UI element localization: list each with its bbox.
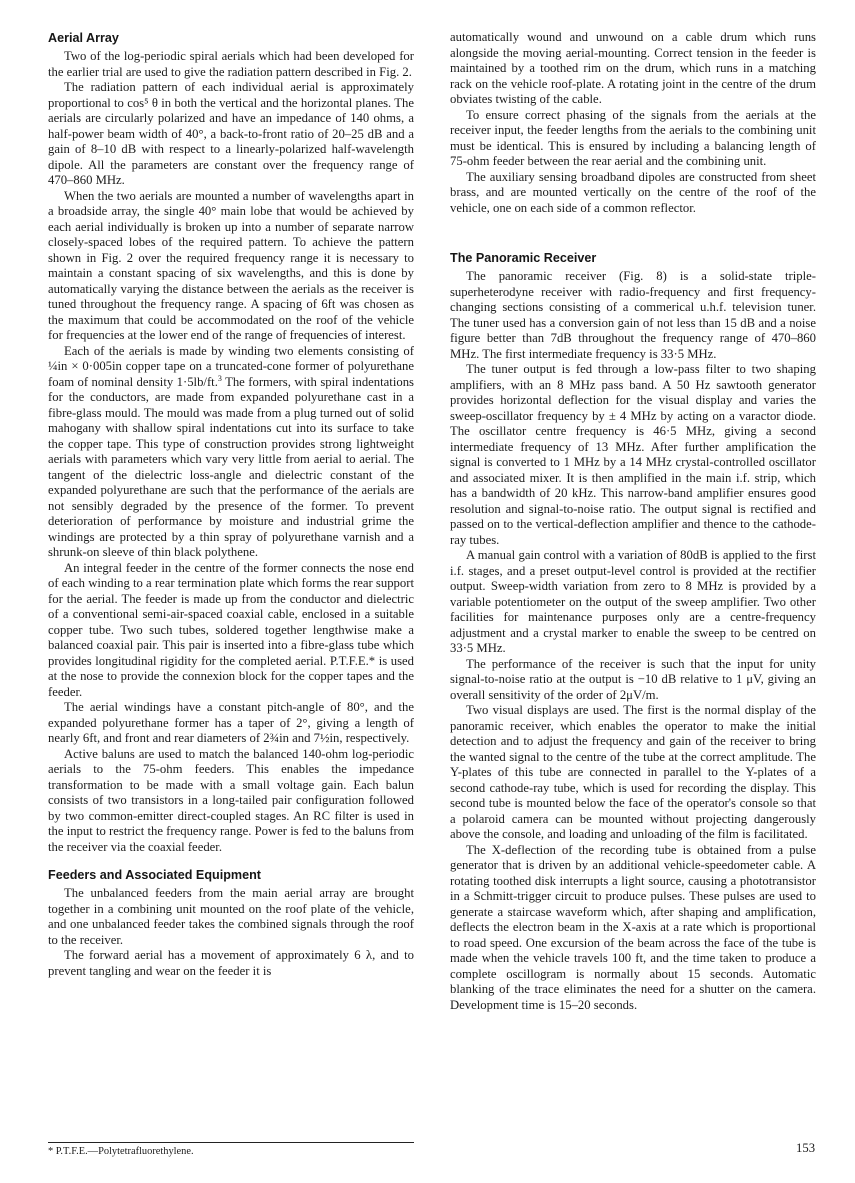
reference-superscript: 3 [217,373,222,383]
paragraph: An integral feeder in the centre of the former connects the nose end of each winding to a rear termination plate which forms the rear support for the aerial. The feeder is made up from the conductor and dielectric of a conventional semi-air-spaced coaxial cable, enclosed in a suitable copper tube. Two such tubes, soldered together lengthwise make a balanced coaxial pair. This pair is inserted into a fibre-glass tube which provides longitudinal rigidity for the completed aerial. P.T.F.E.* is used at the nose to provide the connexion block for the copper tapes and the feeder. [48,560,414,699]
footnote: * P.T.F.E.—Polytetrafluorethylene. [48,1146,194,1157]
paragraph: The radiation pattern of each individual aerial is approximately proportional to cos⁵ θ in both the vertical and the horizontal planes. The aerials are circularly polarized and have an impedance of 140 ohms, a half-power beam width of 40°, a back-to-front ratio of 20–25 dB and a gain of 8–10 dB with respect to a linearly-polarized half-wavelength dipole. All the parameters are constant over the frequency range of 470–860 MHz. [48,80,414,187]
paragraph: The auxiliary sensing broadband dipoles are constructed from sheet brass, and are mounted vertically on the centre of the roof of the vehicle, one on each side of a common reflector. [450,169,816,215]
paragraph: The tuner output is fed through a low-pass filter to two shaping amplifiers, with an 8 MHz pass band. A 50 Hz sawtooth generator provides horizontal deflection for the visual display and varies the sweep-oscillator frequency by ± 4 MHz by acting on a varactor diode. The oscillator centre frequency is 46·5 MHz, giving a second intermediate frequency of 13 MHz. After further amplification the signal is converted to 1 MHz by a 14 MHz crystal-controlled oscillator and associated mixer. It is then amplified in the main i.f. strip, which has a bandwidth of 20 kHz. This narrow-band amplifier ensures good resolution and signal-to-noise ratio. The output signal is rectified and passed on to the vertical-deflection amplifier and thence to the cathode-ray tubes. [450,362,816,547]
paragraph [48,344,414,561]
paragraph: The panoramic receiver (Fig. 8) is a solid-state triple-superheterodyne receiver with radio-frequency and first frequency-changing sections consisting of a commerical u.h.f. television tuner. The tuner used has a conversion gain of not less than 15 dB and a noise figure better than 7dB throughout the frequency range of 470–860 MHz. The first intermediate frequency is 33·5 MHz. [450,269,816,361]
paragraph: The aerial windings have a constant pitch-angle of 80°, and the expanded polyurethane former has a taper of 2°, giving a length of nearly 6ft, and front and rear diameters of 2¾in and 7½in, respectively. [48,700,414,745]
footnote-divider [48,1142,414,1143]
section-gap [450,216,816,250]
paragraph: The unbalanced feeders from the main aerial array are brought together in a combining unit mounted on the roof plate of the vehicle, and one unbalanced feeder takes the combined signals through the roof to the receiver. [48,886,414,947]
paragraph: When the two aerials are mounted a number of wavelengths apart in a broadside array, the single 40° main lobe that would be achieved by each aerial individually is broken up into a number of separate narrow closely-spaced lobes of the required pattern. To achieve the pattern shown in Fig. 2 over the required frequency range it is necessary to maintain a constant spacing of six wavelengths, and this is done by automatically varying the distance between the aerials as the receiver is tuned throughout the frequency range. A spacing of 6ft was chosen as the maximum that could be accommodated on the roof of the vehicle for frequencies at the lower end of the range of frequencies of interest. [48,188,414,342]
page-number: 153 [796,1141,816,1155]
paragraph: Two of the log-periodic spiral aerials which had been developed for the earlier trial are used to give the radiation pattern described in Fig. 2. [48,49,414,79]
paragraph: The performance of the receiver is such that the input for unity signal-to-noise ratio at the output is −10 dB relative to 1 μV, giving an overall sensitivity of the order of 2μV/m. [450,656,816,702]
left-column [48,30,414,979]
paragraph: To ensure correct phasing of the signals from the aerials at the receiver input, the feeder lengths from the aerials to the combining unit must be identical. This is ensured by including a balancing length of 75-ohm feeder between the rear aerial and the combining unit. [450,107,816,168]
paragraph: The X-deflection of the recording tube is obtained from a pulse generator that is driven by an additional vehicle-speedometer cable. A rotating toothed disk interrupts a light source, causing a phototransistor in a Schmitt-trigger circuit to produce pulses. These pulses are used to generate a staircase waveform which, after shaping and amplification, deflects the electron beam in the X-axis at a rate which is proportional to road speed. One excursion of the beam across the face of the tube is made when the vehicle travels 100 ft, and the time taken to produce a complete oscillogram is normally about 15 seconds. Automatic blanking of the trace eliminates the need for a shutter on the camera. Development time is 15–20 seconds. [450,842,816,1012]
paragraph-text: Each of the aerials is made by winding two elements consisting of ¼in × 0·005in copper tape on a truncated-cone former of polyurethane foam of nominal density 1·5lb/ft. [48,343,414,389]
paragraph: Active baluns are used to match the balanced 140-ohm log-periodic aerials to the 75-ohm feeders. This enables the impedance transformation to be made with a small voltage gain. Each balun consists of two transistors in a long-tailed pair configuration followed by two common-emitter direct-coupled stages. An RC filter is used in the input to restrict the frequency range. Power is fed to the baluns from the receiver via the coaxial feeder. [48,746,414,854]
paragraph: The forward aerial has a movement of approximately 6 λ, and to prevent tangling and wear on the feeder it is [48,948,414,978]
paragraph: automatically wound and unwound on a cable drum which runs alongside the moving aerial-mounting. Correct tension in the feeder is maintained by a toothed rim on the drum, which runs in a matching rack on the vehicle roof-plate. A rotating joint in the centre of the drum obviates twisting of the cable. [450,30,816,106]
paragraph: Two visual displays are used. The first is the normal display of the panoramic receiver, which enables the operator to make the initial detection and to adjust the frequency and gain of the receiver to bring the wanted signal to the centre of the tube at the correct amplitude. The Y-plates of this tube are connected in parallel to the Y-plates of a second cathode-ray tube, which is used for recording the display. This second tube is mounted below the face of the operator's console so that a polaroid camera can be mounted without projecting dangerously above the console, and loading and unloading of the film is facilitated. [450,703,816,841]
section-gap [48,855,414,867]
paragraph-text: The formers, with spiral indentations for the conductors, are made from expanded polyurethane cast in a fibre-glass mould. The mould was made from a plug turned out of solid mahogany with shallow spiral indentations cut into its surface to take the copper tape. This type of construction provides strong lightweight aerials with parameters which vary very little from aerial to aerial. The tangent of the dielectric loss-angle and dielectric constant of the expanded polyurethane are such that the performance of the aerials are not sensibly degraded by the presence of the former. To prevent deterioration of performance by moisture and industrial grime the windings are protected by a thin spray of polyurethane varnish and a shrunk-on sleeve of thin black polythene. [48,374,414,559]
right-column [450,30,816,1013]
heading-panoramic-receiver: The Panoramic Receiver [450,251,597,265]
heading-feeders: Feeders and Associated Equipment [48,868,261,882]
heading-aerial-array: Aerial Array [48,31,119,45]
paragraph: A manual gain control with a variation of 80dB is applied to the first i.f. stages, and a preset output-level control is provided at the rectifier output. Sweep-width variation from zero to 8 MHz is provided by a variable potentiometer on the output of the sweep amplifier. Two other facilities for maintenance purposes only are a centre-frequency adjustment and a crystal marker to enable the sweep to be centred on 33·5 MHz. [450,548,816,655]
